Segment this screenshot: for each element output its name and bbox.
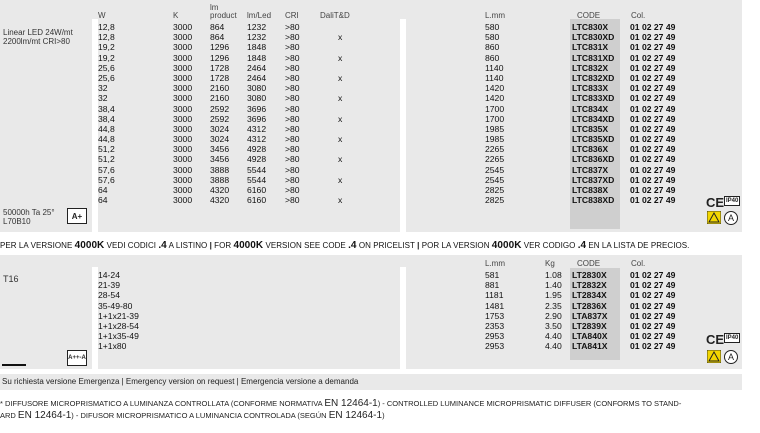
notice-en-k: 4000K	[233, 240, 264, 251]
cell-k: 3000	[173, 62, 193, 73]
cell-cri: >80	[285, 144, 300, 155]
cell-col: 01 02 27 49	[630, 144, 676, 155]
cell-lmm: 1985	[485, 134, 505, 145]
cell-lmm: 581	[485, 270, 500, 280]
diffuser-line2	[0, 410, 742, 422]
cell-code: LTA840X	[572, 331, 608, 342]
cell-col: 01 02 27 49	[630, 270, 676, 280]
notice-en-d: ON PRICELIST	[356, 241, 418, 250]
cell-lm: 4320	[210, 195, 230, 206]
cell-col: 01 02 27 49	[630, 320, 676, 331]
notice-es-c: .4	[577, 240, 587, 251]
cell-cri: >80	[285, 32, 300, 43]
cell-k: 3000	[173, 93, 193, 104]
table-row	[98, 185, 676, 195]
cell-code: LTA837X	[572, 310, 608, 321]
diffuser-l2-a: ARD	[0, 411, 18, 420]
table-row	[98, 134, 676, 145]
cell-code: LTC836XD	[572, 154, 615, 165]
cell-lmm: 1140	[485, 72, 504, 83]
cell-lmm: 2953	[485, 341, 505, 352]
diffuser-l1-a: * DIFFUSORE MICROPRISMATICO A LUMINANZA CONTROLLATA (CONFORME NORMATIVA	[0, 399, 325, 408]
cell-lmm: 2825	[485, 195, 505, 206]
cell-lm: 864	[210, 22, 225, 32]
cell-dali: x	[338, 195, 343, 206]
cell-code: LTC837XD	[572, 174, 615, 185]
notice-es-k: 4000K	[491, 240, 522, 251]
cell-lm: 3024	[210, 123, 230, 134]
cell-cri: >80	[285, 52, 300, 63]
cell-lmm: 580	[485, 32, 500, 43]
cell-lmm: 1420	[485, 93, 505, 104]
cell-lm-led: 4312	[247, 134, 267, 145]
cell-lmm: 860	[485, 52, 500, 63]
notice-sep1: |	[209, 241, 215, 250]
table-row	[98, 83, 676, 94]
cell-code: LTA841X	[572, 341, 608, 352]
cell-w: 51,2	[98, 154, 115, 165]
s2-ce-mark: CE	[706, 332, 725, 347]
cell-lm-led: 1848	[247, 42, 267, 53]
cell-col: 01 02 27 49	[630, 93, 676, 104]
cell-lm: 2592	[210, 103, 230, 114]
diffuser-l2-c: ) - DIFUSOR MICROPRISMATICO A LUMINANCIA CONTROLADA (SEGÚN	[71, 411, 329, 420]
notice-it-d: A LISTINO	[166, 241, 210, 250]
cell-k: 3000	[173, 42, 193, 53]
cell-k: 3000	[173, 32, 193, 43]
table-row	[98, 93, 676, 104]
section2-table	[98, 270, 676, 352]
cell-cri: >80	[285, 174, 300, 185]
cell-w: 1+1x21-39	[98, 310, 139, 321]
notice-es-a: POR LA VERSION	[421, 241, 492, 250]
cell-col: 01 02 27 49	[630, 290, 676, 301]
cell-col: 01 02 27 49	[630, 174, 676, 185]
cell-col: 01 02 27 49	[630, 22, 676, 32]
cell-col: 01 02 27 49	[630, 310, 676, 321]
cell-col: 01 02 27 49	[630, 185, 676, 195]
table-row	[98, 280, 676, 291]
cell-cri: >80	[285, 113, 300, 124]
cell-lmm: 1181	[485, 290, 504, 301]
cell-w: 25,6	[98, 72, 115, 83]
cell-cri: >80	[285, 103, 300, 114]
cell-kg: 1.08	[545, 270, 562, 280]
cell-w: 64	[98, 195, 108, 206]
header-k: K	[173, 11, 179, 20]
cell-k: 3000	[173, 72, 193, 83]
lifetime-label	[3, 208, 55, 226]
cell-lmm: 1481	[485, 300, 505, 311]
cell-w: 25,6	[98, 62, 115, 73]
table-row	[98, 144, 676, 155]
cell-col: 01 02 27 49	[630, 52, 676, 63]
cell-lm-led: 3080	[247, 93, 267, 104]
cell-col: 01 02 27 49	[630, 72, 676, 83]
table-row	[98, 103, 676, 114]
cell-col: 01 02 27 49	[630, 62, 676, 73]
cell-lmm: 1753	[485, 310, 505, 321]
cell-col: 01 02 27 49	[630, 113, 676, 124]
cell-code: LTC831XD	[572, 52, 615, 63]
table-row	[98, 195, 676, 206]
notice-en-a: FOR	[214, 241, 234, 250]
cell-col: 01 02 27 49	[630, 195, 676, 206]
cell-k: 3000	[173, 103, 193, 114]
cell-cri: >80	[285, 93, 300, 104]
s2-a-circle-icon: A	[724, 350, 738, 364]
lifetime-line1: 50000h Ta 25°	[3, 208, 55, 217]
cell-lmm: 1700	[485, 113, 505, 124]
cell-k: 3000	[173, 154, 193, 165]
s2-header-col: Col.	[631, 259, 646, 268]
section1-table	[98, 22, 676, 206]
cell-cri: >80	[285, 195, 300, 206]
cell-lmm: 2545	[485, 164, 505, 175]
cell-w: 51,2	[98, 144, 115, 155]
cell-code: LTC838XD	[572, 195, 615, 206]
table-row	[98, 341, 676, 352]
table-row	[98, 290, 676, 301]
notice-it-k: 4000K	[74, 240, 105, 251]
cell-dali: x	[338, 134, 343, 145]
cell-code: LTC832X	[572, 62, 609, 73]
header-dali: DaliT&D	[320, 11, 350, 20]
cell-col: 01 02 27 49	[630, 341, 676, 352]
cell-w: 57,6	[98, 164, 115, 175]
notice-es-d: EN LA LISTA DE PRECIOS.	[586, 241, 690, 250]
cell-dali: x	[338, 154, 343, 165]
cell-lm-led: 4928	[247, 154, 267, 165]
t16-label: T16	[3, 274, 19, 284]
cell-k: 3000	[173, 134, 193, 145]
s2-header-code: CODE	[577, 259, 601, 268]
cell-col: 01 02 27 49	[630, 103, 676, 114]
table-row	[98, 42, 676, 53]
version-notice	[0, 238, 742, 253]
cell-lm-led: 3080	[247, 83, 267, 94]
table-row	[98, 123, 676, 134]
table-row	[98, 164, 676, 175]
cell-code: LTC834XD	[572, 113, 615, 124]
cell-lm-led: 6160	[247, 185, 267, 195]
cell-col: 01 02 27 49	[630, 83, 676, 94]
cell-kg: 4.40	[545, 331, 562, 342]
cell-lm: 1296	[210, 42, 230, 53]
cell-col: 01 02 27 49	[630, 331, 676, 342]
cell-code: LTC831X	[572, 42, 609, 53]
cell-cri: >80	[285, 164, 300, 175]
cell-w: 38,4	[98, 103, 115, 114]
cell-lmm: 580	[485, 22, 500, 32]
cell-cri: >80	[285, 185, 300, 195]
cell-k: 3000	[173, 185, 193, 195]
table-row	[98, 331, 676, 342]
cell-w: 57,6	[98, 174, 115, 185]
cell-code: LT2834X	[572, 290, 607, 301]
diffuser-l2-d: EN 12464-1	[328, 410, 383, 421]
cell-kg: 4.40	[545, 341, 562, 352]
s2-warning-triangle-icon	[707, 350, 721, 368]
cell-lmm: 860	[485, 42, 500, 53]
product-label-line2: 2200lm/mt CRI>80	[3, 37, 70, 46]
cell-w: 44,8	[98, 123, 115, 134]
cell-code: LTC836X	[572, 144, 609, 155]
header-lmm: L.mm	[485, 11, 505, 20]
cell-lm: 3024	[210, 134, 230, 145]
cell-kg: 1.40	[545, 280, 562, 291]
cell-lm-led: 1232	[247, 22, 267, 32]
header-lm: lm	[210, 3, 219, 12]
ce-mark: CE	[706, 195, 725, 210]
cell-col: 01 02 27 49	[630, 134, 676, 145]
cell-w: 1+1x28-54	[98, 320, 139, 331]
cell-lm-led: 5544	[247, 174, 267, 185]
notice-en-b: VERSION SEE CODE	[263, 241, 349, 250]
product-label-line1: Linear LED 24W/mt	[3, 28, 73, 37]
cell-w: 38,4	[98, 113, 115, 124]
cell-col: 01 02 27 49	[630, 42, 676, 53]
cell-lm-led: 2464	[247, 72, 267, 83]
cell-lm: 2160	[210, 83, 230, 94]
diffuser-line1	[0, 398, 742, 410]
cell-lm: 864	[210, 32, 225, 43]
cell-lmm: 2353	[485, 320, 505, 331]
diffuser-l2-e: )	[382, 411, 385, 420]
product-label	[3, 28, 73, 46]
divider-line	[2, 364, 26, 367]
cell-code: LTC835X	[572, 123, 609, 134]
table-row	[98, 300, 676, 311]
diffuser-l1-b: EN 12464-1	[324, 398, 378, 409]
header-product: product	[210, 11, 237, 20]
cell-k: 3000	[173, 195, 193, 206]
cell-w: 19,2	[98, 42, 115, 53]
cell-lm: 3888	[210, 164, 230, 175]
s2-header-kg: Kg	[545, 259, 555, 268]
table-row	[98, 113, 676, 124]
diffuser-l2-b: EN 12464-1	[17, 410, 72, 421]
cell-code: LTC830XD	[572, 32, 615, 43]
cell-k: 3000	[173, 22, 193, 32]
cell-code: LTC833XD	[572, 93, 615, 104]
cell-col: 01 02 27 49	[630, 164, 676, 175]
cell-lm-led: 1232	[247, 32, 267, 43]
table-row	[98, 62, 676, 73]
cell-w: 12,8	[98, 22, 115, 32]
header-w: W	[98, 11, 106, 20]
table-row	[98, 310, 676, 321]
table-row	[98, 174, 676, 185]
cell-w: 32	[98, 83, 108, 94]
cell-cri: >80	[285, 22, 300, 32]
table-row	[98, 52, 676, 63]
cell-col: 01 02 27 49	[630, 280, 676, 291]
cell-col: 01 02 27 49	[630, 123, 676, 134]
cell-cri: >80	[285, 123, 300, 134]
cell-lmm: 2265	[485, 154, 505, 165]
cell-lm-led: 6160	[247, 195, 267, 206]
emergency-note	[0, 374, 742, 390]
cell-w: 1+1x35-49	[98, 331, 139, 342]
cell-cri: >80	[285, 62, 300, 73]
warning-triangle-icon	[707, 211, 721, 229]
header-lm-product	[210, 4, 237, 20]
cell-dali: x	[338, 72, 343, 83]
cell-w: 14-24	[98, 270, 120, 280]
diffuser-l1-c: ) - CONTROLLED LUMINANCE MICROPRISMATIC DIFFUSER (CONFORMS TO STAND-	[377, 399, 682, 408]
cell-code: LT2836X	[572, 300, 607, 311]
cell-lmm: 2953	[485, 331, 505, 342]
cell-lmm: 2265	[485, 144, 505, 155]
cell-col: 01 02 27 49	[630, 32, 676, 43]
header-code: CODE	[577, 11, 601, 20]
cell-col: 01 02 27 49	[630, 300, 676, 311]
cell-w: 64	[98, 185, 108, 195]
cell-lm: 2592	[210, 113, 230, 124]
cell-code: LTC833X	[572, 83, 609, 94]
cell-dali: x	[338, 174, 343, 185]
header-lm-led: lm/Led	[247, 11, 272, 20]
cell-lm-led: 5544	[247, 164, 267, 175]
cell-cri: >80	[285, 72, 300, 83]
cell-code: LTC837X	[572, 164, 609, 175]
cell-lmm: 1140	[485, 62, 504, 73]
cell-k: 3000	[173, 123, 193, 134]
cell-code: LT2832X	[572, 280, 607, 291]
cell-w: 44,8	[98, 134, 115, 145]
notice-it-b: VEDI CODICI	[104, 241, 159, 250]
cell-code: LTC832XD	[572, 72, 615, 83]
diffuser-note	[0, 398, 742, 422]
cell-dali: x	[338, 93, 343, 104]
table-row	[98, 22, 676, 32]
cell-w: 19,2	[98, 52, 115, 63]
cell-cri: >80	[285, 134, 300, 145]
s2-ip-rating-icon: IP40	[726, 335, 739, 341]
cell-k: 3000	[173, 164, 193, 175]
cell-code: LTC835XD	[572, 134, 615, 145]
a-circle-icon: A	[724, 211, 738, 225]
cell-lm-led: 4312	[247, 123, 267, 134]
cell-lm-led: 3696	[247, 103, 267, 114]
cell-lm: 1296	[210, 52, 230, 63]
cell-lmm: 881	[485, 280, 500, 291]
cell-lmm: 2825	[485, 185, 505, 195]
cell-lm: 4320	[210, 185, 230, 195]
cell-code: LTC834X	[572, 103, 609, 114]
cell-lm: 1728	[210, 72, 230, 83]
cell-cri: >80	[285, 154, 300, 165]
emergency-text: Su richiesta versione Emergenza | Emergency version on request | Emergencia versione a demanda	[2, 377, 359, 386]
header-cri: CRI	[285, 11, 299, 20]
cell-k: 3000	[173, 174, 193, 185]
cell-k: 3000	[173, 52, 193, 63]
s2-energy-class-badge: A++-A	[67, 350, 87, 366]
table-row	[98, 72, 676, 83]
cell-lm: 3456	[210, 154, 230, 165]
cell-w: 28-54	[98, 290, 120, 301]
cell-kg: 3.50	[545, 320, 562, 331]
cell-lm: 3888	[210, 174, 230, 185]
cell-k: 3000	[173, 144, 193, 155]
table-row	[98, 154, 676, 165]
cell-cri: >80	[285, 83, 300, 94]
cell-w: 1+1x80	[98, 341, 127, 352]
cell-dali: x	[338, 113, 343, 124]
cell-lm: 1728	[210, 62, 230, 73]
cell-lm-led: 4928	[247, 144, 267, 155]
cell-code: LTC830X	[572, 22, 609, 32]
cell-k: 3000	[173, 113, 193, 124]
cell-kg: 2.35	[545, 300, 562, 311]
cell-lm-led: 3696	[247, 113, 267, 124]
cell-k: 3000	[173, 83, 193, 94]
cell-col: 01 02 27 49	[630, 154, 676, 165]
cell-lmm: 1420	[485, 83, 505, 94]
table-row	[98, 320, 676, 331]
notice-it-a: PER LA VERSIONE	[0, 241, 75, 250]
header-col: Col.	[631, 11, 646, 20]
cell-lm: 3456	[210, 144, 230, 155]
cell-lmm: 1700	[485, 103, 505, 114]
cell-code: LTC838X	[572, 185, 609, 195]
cell-dali: x	[338, 52, 343, 63]
notice-it-c: .4	[158, 240, 167, 251]
cell-lm: 2160	[210, 93, 230, 104]
notice-sep2: |	[417, 241, 422, 250]
cell-cri: >80	[285, 42, 300, 53]
notice-es-b: VER CODIGO	[521, 241, 578, 250]
cell-w: 21-39	[98, 280, 120, 291]
notice-en-c: .4	[348, 240, 357, 251]
cell-w: 32	[98, 93, 108, 104]
cell-kg: 2.90	[545, 310, 562, 321]
lifetime-line2: L70B10	[3, 217, 31, 226]
cell-dali: x	[338, 32, 343, 43]
cell-lm-led: 2464	[247, 62, 267, 73]
cell-lmm: 2545	[485, 174, 505, 185]
ip-rating-icon: IP40	[726, 198, 739, 204]
cell-w: 35-49-80	[98, 300, 133, 311]
s2-header-lmm: L.mm	[485, 259, 505, 268]
cell-w: 12,8	[98, 32, 115, 43]
energy-class-badge: A+	[67, 208, 87, 224]
table-row	[98, 270, 676, 280]
cell-code: LT2830X	[572, 270, 607, 280]
cell-lmm: 1985	[485, 123, 505, 134]
cell-code: LT2839X	[572, 320, 607, 331]
cell-kg: 1.95	[545, 290, 562, 301]
cell-lm-led: 1848	[247, 52, 267, 63]
table-row	[98, 32, 676, 43]
